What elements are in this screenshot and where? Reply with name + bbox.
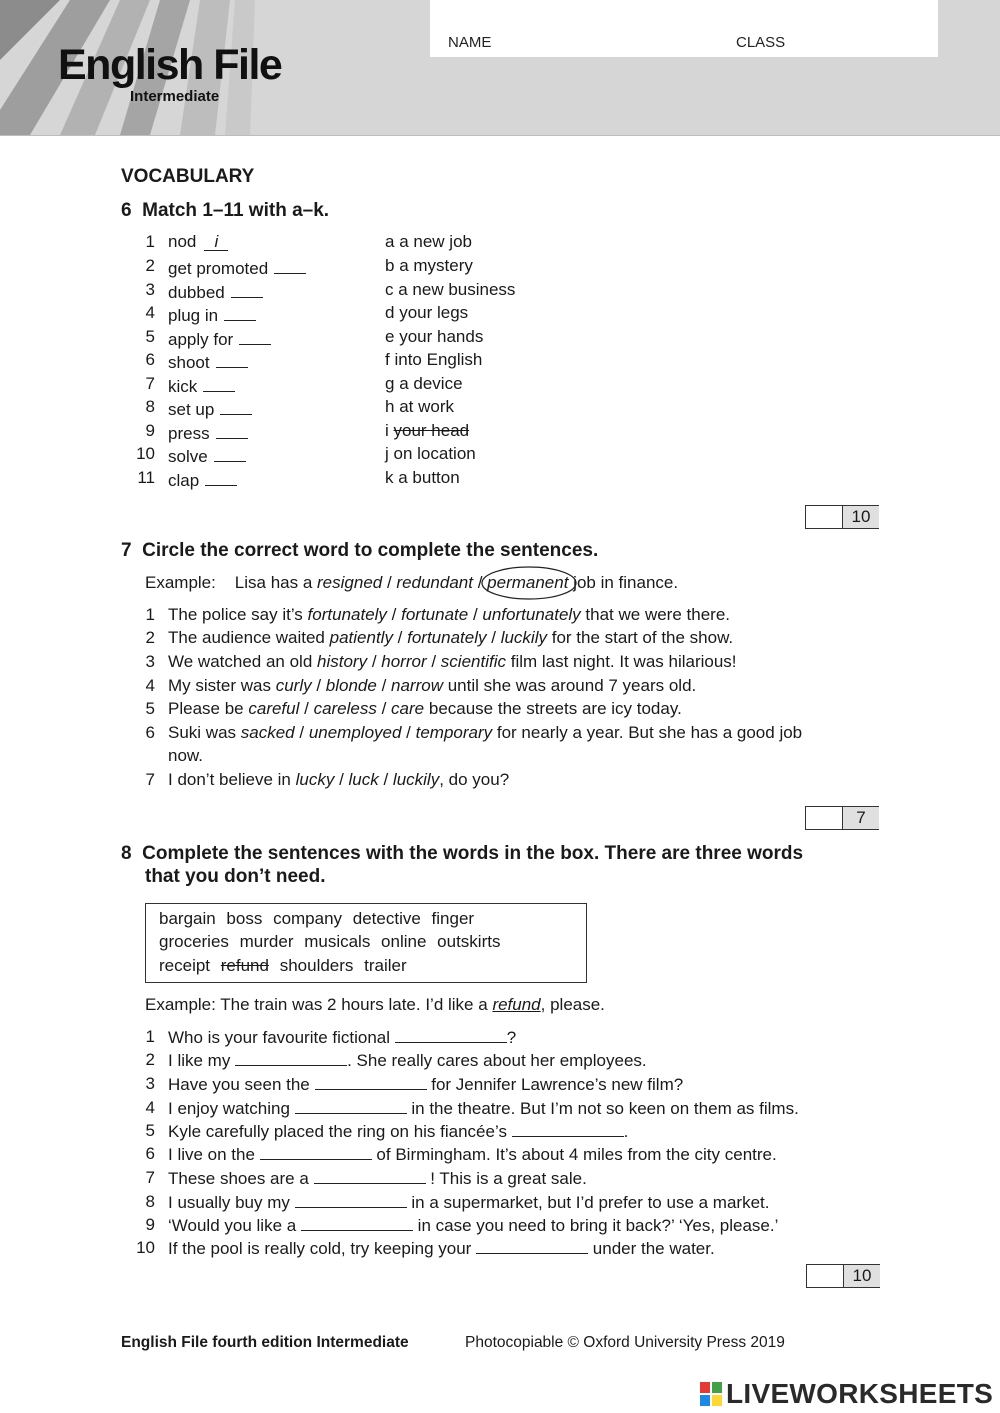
q8-example-text: Example: The train was 2 hours late. I’d like a bbox=[145, 995, 488, 1014]
q6-option bbox=[385, 374, 463, 394]
q7-option[interactable]: lucky bbox=[295, 770, 335, 789]
q7-text: for the start of the show. bbox=[551, 628, 734, 647]
q6-option bbox=[385, 327, 483, 347]
q6-item-word: get promoted bbox=[168, 259, 269, 278]
q8-text: Kyle carefully placed the ring on his fiancée’s bbox=[168, 1122, 507, 1141]
q7-example-answer: permanent bbox=[487, 573, 569, 592]
q6-option-text: on location bbox=[393, 444, 476, 463]
watermark-text: LIVEWORKSHEETS bbox=[726, 1378, 994, 1409]
q7-option[interactable]: luckily bbox=[500, 628, 547, 647]
q7-item: We watched an old history / horror / scientific film last night. It was hilarious! bbox=[168, 652, 737, 671]
q7-score-box bbox=[805, 806, 879, 830]
q6-option bbox=[385, 468, 460, 488]
q6-item-number: 9 bbox=[145, 421, 155, 440]
q6-item-number: 8 bbox=[145, 397, 155, 416]
q8-text: . She really cares about her employees. bbox=[347, 1051, 647, 1070]
q7-text: for nearly a year. But she has a good job bbox=[496, 723, 803, 742]
q8-text: If the pool is really cold, try keeping your bbox=[168, 1239, 472, 1258]
q8-answer-blank[interactable] bbox=[395, 1027, 507, 1043]
q6-item-number: 1 bbox=[145, 232, 155, 251]
q8-answer-blank[interactable] bbox=[314, 1168, 426, 1184]
q6-answer-blank[interactable] bbox=[216, 421, 248, 439]
q7-item-number: 7 bbox=[145, 770, 155, 789]
q8-item-number: 2 bbox=[145, 1050, 155, 1069]
q6-title: Match 1–11 with a–k. bbox=[142, 200, 330, 221]
q6-option-letter: d bbox=[385, 303, 395, 322]
q7-item-number: 6 bbox=[145, 723, 155, 742]
q6-option bbox=[385, 303, 468, 323]
q7-text: My sister was bbox=[168, 676, 271, 695]
q8-text: Have you seen the bbox=[168, 1075, 310, 1094]
q6-option-text-struck: your head bbox=[393, 421, 470, 440]
q8-item bbox=[168, 1144, 777, 1165]
q6-option-text: a new job bbox=[399, 232, 472, 251]
q8-heading bbox=[121, 843, 803, 865]
q7-item-number: 4 bbox=[145, 676, 155, 695]
q7-option[interactable]: patiently bbox=[329, 628, 393, 647]
q6-item bbox=[168, 327, 271, 350]
footer-book-title: English File fourth edition Intermediate bbox=[121, 1334, 409, 1351]
q6-item-word: press bbox=[168, 424, 210, 443]
q6-option bbox=[385, 256, 473, 276]
q6-item-word: kick bbox=[168, 377, 198, 396]
q7-option[interactable]: sacked bbox=[240, 723, 295, 742]
q6-answer-blank[interactable] bbox=[239, 327, 271, 345]
word-box-word: shoulders trailer bbox=[279, 956, 407, 975]
q8-item-number: 1 bbox=[145, 1027, 155, 1046]
q6-item-number: 6 bbox=[145, 350, 155, 369]
q8-text: of Birmingham. It’s about 4 miles from the city centre. bbox=[376, 1145, 777, 1164]
q8-text: under the water. bbox=[592, 1239, 715, 1258]
q6-answer-blank[interactable] bbox=[224, 303, 256, 321]
name-class-box bbox=[430, 0, 938, 57]
q6-item-word: solve bbox=[168, 447, 208, 466]
q6-option-letter: e bbox=[385, 327, 395, 346]
q6-option-text: at work bbox=[399, 397, 454, 416]
q7-text: Please be bbox=[168, 699, 244, 718]
q8-item bbox=[168, 1168, 587, 1189]
q8-text: I enjoy watching bbox=[168, 1099, 290, 1118]
q8-text: ‘Would you like a bbox=[168, 1216, 297, 1235]
q6-item-number: 4 bbox=[145, 303, 155, 322]
q7-title: Circle the correct word to complete the sentences. bbox=[142, 540, 599, 561]
q7-text: until she was around 7 years old. bbox=[447, 676, 697, 695]
q8-item bbox=[168, 1027, 516, 1048]
q7-option[interactable]: fortunately bbox=[307, 605, 387, 624]
q7-item-number: 5 bbox=[145, 699, 155, 718]
q6-item-word: set up bbox=[168, 400, 215, 419]
q6-option-letter: j bbox=[385, 444, 389, 463]
q6-answer-blank[interactable] bbox=[214, 444, 246, 462]
q8-text: ! This is a great sale. bbox=[430, 1169, 587, 1188]
q6-item bbox=[168, 444, 246, 467]
q8-item-number: 10 bbox=[136, 1238, 155, 1257]
section-title: VOCABULARY bbox=[121, 166, 255, 187]
q6-option-letter: b bbox=[385, 256, 395, 275]
q8-title-line1: Complete the sentences with the words in the box. There are three words bbox=[142, 843, 804, 864]
q6-option-letter: f bbox=[385, 350, 390, 369]
q6-item bbox=[168, 421, 248, 444]
header-divider bbox=[0, 135, 1000, 136]
answer-circle-icon bbox=[479, 564, 581, 602]
q8-text: for Jennifer Lawrence’s new film? bbox=[431, 1075, 684, 1094]
q7-text: film last night. It was hilarious! bbox=[510, 652, 737, 671]
q7-item: My sister was curly / blonde / narrow until she was around 7 years old. bbox=[168, 676, 697, 695]
q8-text: ? bbox=[506, 1028, 517, 1047]
q7-option[interactable]: care bbox=[391, 699, 425, 718]
q7-text: because the streets are icy today. bbox=[428, 699, 682, 718]
brand-title: English File bbox=[58, 41, 282, 89]
q6-option-text: a new business bbox=[398, 280, 516, 299]
liveworksheets-logo-icon bbox=[700, 1382, 722, 1406]
q8-item bbox=[168, 1215, 778, 1236]
q6-option-letter: i bbox=[385, 421, 389, 440]
q6-item-number: 10 bbox=[136, 444, 155, 463]
q7-text: Suki was bbox=[168, 723, 237, 742]
q6-option-letter: k bbox=[385, 468, 394, 487]
q8-item-number: 8 bbox=[145, 1192, 155, 1211]
q6-item-word: nod bbox=[168, 232, 197, 251]
q6-answer-blank[interactable] bbox=[205, 468, 237, 486]
q7-option[interactable]: blonde bbox=[325, 676, 377, 695]
word-box-word-struck: refund bbox=[220, 956, 269, 975]
word-box-word: receipt bbox=[159, 956, 211, 975]
q7-item-continuation: now. bbox=[168, 746, 203, 765]
q7-text: The audience waited bbox=[168, 628, 325, 647]
q7-text: , do you? bbox=[439, 770, 510, 789]
q6-option-text: your legs bbox=[399, 303, 469, 322]
q6-option-text: your hands bbox=[399, 327, 484, 346]
q6-option bbox=[385, 232, 472, 252]
q6-item-word: plug in bbox=[168, 306, 219, 325]
q7-item: Please be careful / careless / care because the streets are icy today. bbox=[168, 699, 682, 718]
word-box-line: groceries murder musicals online outskirts bbox=[159, 932, 501, 951]
q7-option[interactable]: unfortunately bbox=[482, 605, 581, 624]
q7-option[interactable]: luckily bbox=[392, 770, 440, 789]
q7-option[interactable]: curly bbox=[275, 676, 312, 695]
q6-option-text: a button bbox=[398, 468, 460, 487]
q8-item bbox=[168, 1074, 683, 1095]
q6-item bbox=[168, 280, 263, 303]
q6-heading bbox=[121, 200, 329, 222]
q7-text: We watched an old bbox=[168, 652, 313, 671]
q8-text: I like my bbox=[168, 1051, 231, 1070]
q7-option[interactable]: history bbox=[317, 652, 368, 671]
q7-score-total: 7 bbox=[842, 807, 879, 829]
q8-item-number: 7 bbox=[145, 1168, 155, 1187]
q6-item-word: shoot bbox=[168, 353, 210, 372]
q7-text: that we were there. bbox=[585, 605, 730, 624]
q7-text: The police say it’s bbox=[168, 605, 303, 624]
q8-item bbox=[168, 1238, 715, 1259]
q8-answer-blank[interactable] bbox=[476, 1238, 588, 1254]
q8-example-text: , please. bbox=[540, 995, 605, 1014]
brand-subtitle: Intermediate bbox=[130, 88, 220, 105]
q7-option[interactable]: fortunately bbox=[407, 628, 487, 647]
q8-score-box bbox=[806, 1264, 880, 1288]
q7-example-circled-option bbox=[487, 573, 568, 592]
q6-option bbox=[385, 350, 482, 370]
q6-answer-blank[interactable] bbox=[216, 350, 248, 368]
q8-text: in case you need to bring it back?’ ‘Yes, please.’ bbox=[417, 1216, 779, 1235]
q8-item-number: 9 bbox=[145, 1215, 155, 1234]
q8-text: Who is your favourite fictional bbox=[168, 1028, 391, 1047]
q6-item bbox=[168, 397, 252, 420]
q7-example-text: Lisa has a bbox=[234, 573, 313, 592]
q7-example-text: job in finance. bbox=[573, 573, 679, 592]
q8-word-box bbox=[145, 903, 587, 983]
q6-score-total: 10 bbox=[842, 506, 879, 528]
q6-item-word: dubbed bbox=[168, 283, 225, 302]
q7-item-number: 2 bbox=[145, 628, 155, 647]
q6-score-box bbox=[805, 505, 879, 529]
brand-logo bbox=[58, 41, 282, 105]
q6-item-word: apply for bbox=[168, 330, 234, 349]
q7-option[interactable]: horror bbox=[381, 652, 427, 671]
q8-text: . bbox=[623, 1122, 629, 1141]
q6-option-letter: a bbox=[385, 232, 395, 251]
q6-number: 6 bbox=[121, 200, 132, 221]
q7-text: I don’t believe in bbox=[168, 770, 291, 789]
q8-item-number: 3 bbox=[145, 1074, 155, 1093]
q8-item-number: 4 bbox=[145, 1098, 155, 1117]
q7-item: The police say it’s fortunately / fortunate / unfortunately that we were there. bbox=[168, 605, 730, 624]
q6-option-text: a mystery bbox=[399, 256, 473, 275]
q6-option-letter: c bbox=[385, 280, 394, 299]
q8-item bbox=[168, 1050, 647, 1071]
q8-text: in the theatre. But I’m not so keen on them as films. bbox=[411, 1099, 799, 1118]
q7-option[interactable]: luck bbox=[348, 770, 379, 789]
q7-item: I don’t believe in lucky / luck / luckily, do you? bbox=[168, 770, 510, 789]
q7-item: The audience waited patiently / fortunately / luckily for the start of the show. bbox=[168, 628, 734, 647]
q6-item bbox=[168, 468, 237, 491]
q7-option[interactable]: unemployed bbox=[308, 723, 402, 742]
q7-option[interactable]: careless bbox=[313, 699, 377, 718]
q6-item bbox=[168, 303, 256, 326]
q6-item bbox=[168, 232, 228, 252]
q8-text: I live on the bbox=[168, 1145, 255, 1164]
word-box-line bbox=[159, 956, 407, 976]
q8-text: in a supermarket, but I’d prefer to use a market. bbox=[411, 1193, 770, 1212]
q7-option[interactable]: temporary bbox=[415, 723, 493, 742]
q8-example-answer: refund bbox=[492, 995, 541, 1014]
q8-item bbox=[168, 1192, 769, 1213]
q6-option bbox=[385, 397, 454, 417]
q8-item bbox=[168, 1098, 799, 1119]
q8-answer-blank[interactable] bbox=[301, 1215, 413, 1231]
q8-answer-blank[interactable] bbox=[260, 1144, 372, 1160]
q8-text: I usually buy my bbox=[168, 1193, 290, 1212]
q8-item-number: 5 bbox=[145, 1121, 155, 1140]
q8-answer-blank[interactable] bbox=[295, 1192, 407, 1208]
q7-example-option: resigned bbox=[317, 573, 383, 592]
q8-example bbox=[145, 995, 605, 1015]
q6-answer-blank[interactable] bbox=[203, 374, 235, 392]
q7-item-number: 3 bbox=[145, 652, 155, 671]
q6-item bbox=[168, 256, 306, 279]
q6-item-number: 2 bbox=[145, 256, 155, 275]
q8-item bbox=[168, 1121, 628, 1142]
q8-number: 8 bbox=[121, 843, 132, 864]
q8-answer-blank[interactable] bbox=[512, 1121, 624, 1137]
q6-item bbox=[168, 350, 248, 373]
q8-title-line2: that you don’t need. bbox=[145, 866, 326, 887]
q8-text: These shoes are a bbox=[168, 1169, 309, 1188]
q7-item-number: 1 bbox=[145, 605, 155, 624]
q6-answer-blank[interactable] bbox=[220, 397, 252, 415]
q6-option-letter: h bbox=[385, 397, 395, 416]
q6-answer-blank[interactable] bbox=[231, 280, 263, 298]
q8-answer-blank[interactable] bbox=[295, 1098, 407, 1114]
q6-option-text: a device bbox=[399, 374, 463, 393]
q6-item-number: 7 bbox=[145, 374, 155, 393]
q6-option bbox=[385, 444, 476, 464]
q6-item-number: 3 bbox=[145, 280, 155, 299]
q6-answer-blank[interactable] bbox=[274, 256, 306, 274]
q7-number: 7 bbox=[121, 540, 132, 561]
q7-example-label: Example: bbox=[145, 573, 216, 592]
class-label: CLASS bbox=[736, 34, 786, 51]
q8-answer-blank[interactable] bbox=[235, 1050, 347, 1066]
q7-option[interactable]: scientific bbox=[440, 652, 506, 671]
q7-example-option: redundant bbox=[396, 573, 473, 592]
q7-example: Example: Lisa has a resigned / redundant / permanent job in finance. bbox=[145, 573, 678, 593]
word-box-line: bargain boss company detective finger bbox=[159, 909, 475, 928]
q6-item-number: 5 bbox=[145, 327, 155, 346]
q6-option-text: into English bbox=[394, 350, 483, 369]
q7-item: Suki was sacked / unemployed / temporary for nearly a year. But she has a good job bbox=[168, 723, 803, 742]
page-header bbox=[0, 0, 1000, 135]
q6-option bbox=[385, 421, 469, 441]
q6-item bbox=[168, 374, 235, 397]
q7-option[interactable]: careful bbox=[248, 699, 300, 718]
q7-heading bbox=[121, 540, 598, 562]
q8-item-number: 6 bbox=[145, 1144, 155, 1163]
q6-item-word: clap bbox=[168, 471, 200, 490]
q6-answer-blank[interactable]: i bbox=[204, 233, 228, 251]
q6-item-number: 11 bbox=[137, 468, 155, 487]
q6-option bbox=[385, 280, 515, 300]
q7-option[interactable]: narrow bbox=[391, 676, 443, 695]
name-label: NAME bbox=[448, 34, 492, 51]
q6-option-letter: g bbox=[385, 374, 395, 393]
q8-answer-blank[interactable] bbox=[315, 1074, 427, 1090]
q8-score-total: 10 bbox=[843, 1265, 880, 1287]
footer-copyright: Photocopiable © Oxford University Press 2019 bbox=[465, 1334, 785, 1351]
q7-option[interactable]: fortunate bbox=[401, 605, 469, 624]
